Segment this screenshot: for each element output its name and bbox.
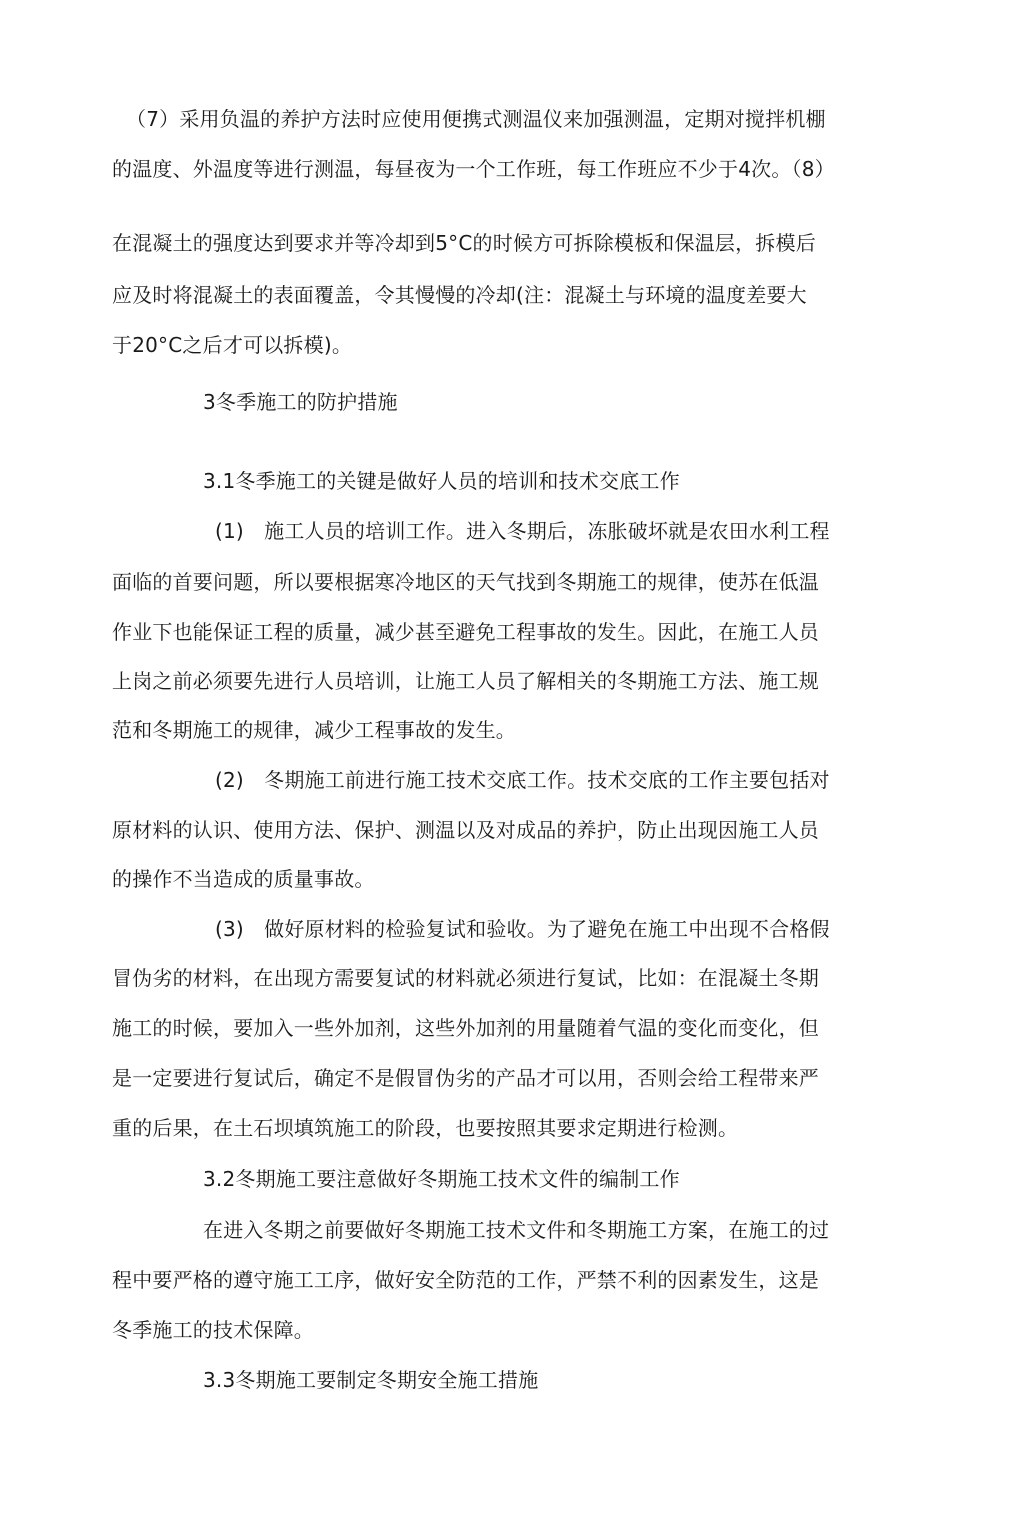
text-line: 在混凝土的强度达到要求并等冷却到5°C的时候方可拆除模板和保温层，拆模后: [112, 231, 816, 255]
text-line: 面临的首要问题，所以要根据寒冷地区的天气找到冬期施工的规律，使苏在低温: [112, 570, 819, 594]
text-line: 在进入冬期之前要做好冬期施工技术文件和冬期施工方案，在施工的过: [203, 1218, 830, 1242]
subsection-heading: 3.3冬期施工要制定冬期安全施工措施: [203, 1368, 539, 1392]
text-line: 是一定要进行复试后，确定不是假冒伪劣的产品才可以用，否则会给工程带来严: [112, 1066, 819, 1090]
text-line: 原材料的认识、使用方法、保护、测温以及对成品的养护，防止出现因施工人员: [112, 818, 819, 842]
text-line: （7）采用负温的养护方法时应使用便携式测温仪来加强测温，定期对搅拌机棚: [126, 107, 826, 131]
text-line: 重的后果，在土石坝填筑施工的阶段，也要按照其要求定期进行检测。: [112, 1116, 739, 1140]
text-line: 冒伪劣的材料，在出现方需要复试的材料就必须进行复试，比如：在混凝土冬期: [112, 966, 819, 990]
subsection-heading: 3.1冬季施工的关键是做好人员的培训和技术交底工作: [203, 469, 680, 493]
section-heading: 3冬季施工的防护措施: [203, 390, 398, 414]
text-line: 的温度、外温度等进行测温，每昼夜为一个工作班，每工作班应不少于4次。（8）: [112, 157, 835, 181]
subsection-heading: 3.2冬期施工要注意做好冬期施工技术文件的编制工作: [203, 1167, 680, 1191]
text-line: 作业下也能保证工程的质量，减少甚至避免工程事故的发生。因此，在施工人员: [112, 620, 819, 644]
text-line: 应及时将混凝土的表面覆盖，令其慢慢的冷却(注：混凝土与环境的温度差要大: [112, 283, 807, 307]
text-line: 于20°C之后才可以拆模)。: [112, 333, 353, 357]
text-line: (3) 做好原材料的检验复试和验收。为了避免在施工中出现不合格假: [215, 917, 830, 941]
text-line: (1) 施工人员的培训工作。进入冬期后，冻胀破坏就是农田水利工程: [215, 519, 830, 543]
text-line: 施工的时候，要加入一些外加剂，这些外加剂的用量随着气温的变化而变化，但: [112, 1016, 819, 1040]
text-line: 程中要严格的遵守施工工序，做好安全防范的工作，严禁不利的因素发生，这是: [112, 1268, 819, 1292]
text-line: 上岗之前必须要先进行人员培训，让施工人员了解相关的冬期施工方法、施工规: [112, 669, 819, 693]
text-line: (2) 冬期施工前进行施工技术交底工作。技术交底的工作主要包括对: [215, 768, 830, 792]
text-line: 冬季施工的技术保障。: [112, 1318, 314, 1342]
text-line: 的操作不当造成的质量事故。: [112, 867, 375, 891]
text-line: 范和冬期施工的规律，减少工程事故的发生。: [112, 718, 516, 742]
